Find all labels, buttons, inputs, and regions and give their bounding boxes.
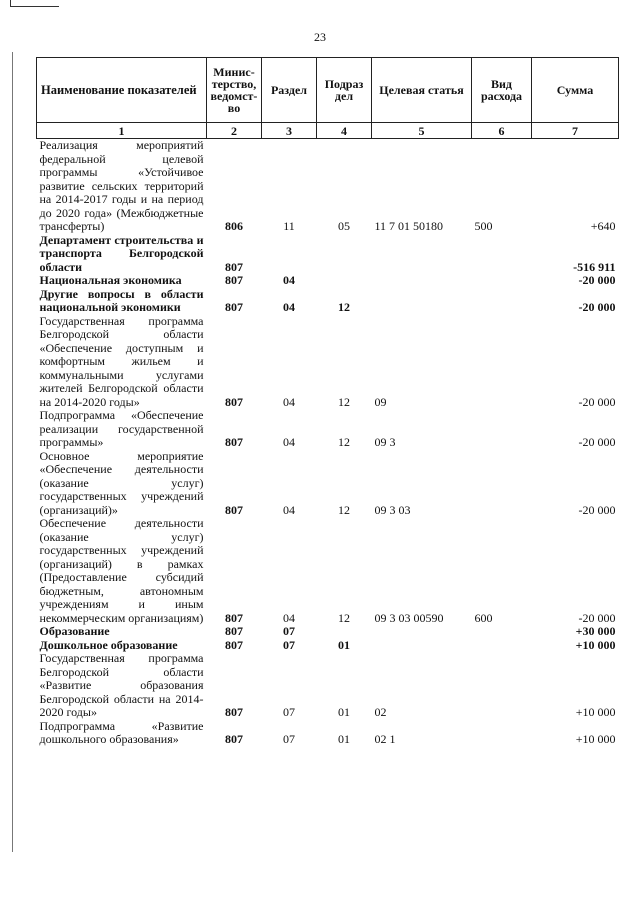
table-row	[37, 274, 619, 288]
row-target-article: 09 3	[374, 435, 396, 449]
row-sum: +30 000	[575, 624, 616, 638]
row-ministry: 807	[225, 732, 243, 746]
header-section: Раздел	[262, 58, 317, 123]
budget-table	[36, 57, 619, 747]
row-subsection: 05	[338, 219, 350, 233]
row-subsection: 12	[338, 610, 350, 625]
row-expense-type: 500	[474, 219, 493, 233]
row-subsection: 01	[338, 637, 350, 652]
row-expense-type	[472, 450, 532, 518]
row-expense-type	[472, 315, 532, 410]
row-sum: -20 000	[578, 502, 616, 517]
row-ministry: 807	[225, 624, 243, 638]
column-number: 2	[207, 123, 262, 139]
row-sum: -516 911	[573, 259, 616, 274]
row-section: 04	[283, 394, 295, 409]
row-subsection	[317, 625, 372, 639]
row-subsection	[317, 234, 372, 275]
row-target-article: 02	[374, 705, 387, 719]
corner-mark	[10, 0, 59, 7]
row-sum: -20 000	[578, 394, 616, 409]
row-sum: -20 000	[578, 610, 616, 625]
row-section: 11	[283, 219, 295, 233]
row-section: 04	[283, 300, 295, 314]
row-subsection: 01	[338, 732, 350, 746]
column-number: 5	[372, 123, 472, 139]
row-name: Образование	[39, 624, 110, 638]
row-subsection: 12	[338, 435, 350, 449]
row-target-article: 09	[374, 394, 387, 409]
row-section	[262, 234, 317, 275]
row-sum: -20 000	[578, 273, 616, 287]
row-name: Дошкольное образование	[39, 637, 178, 652]
row-section: 07	[283, 732, 295, 746]
row-section: 07	[283, 637, 295, 652]
row-target-article	[372, 625, 472, 639]
table-row	[37, 409, 619, 450]
row-sum: +640	[590, 219, 616, 233]
row-expense-type	[472, 720, 532, 747]
column-number: 1	[37, 123, 207, 139]
row-target-article	[372, 234, 472, 275]
row-expense-type	[472, 652, 532, 720]
page-number: 23	[314, 30, 326, 44]
table-row	[37, 652, 619, 720]
row-expense-type	[472, 625, 532, 639]
row-ministry: 807	[225, 300, 243, 314]
column-number: 4	[317, 123, 372, 139]
table-row	[37, 517, 619, 625]
row-subsection: 12	[338, 394, 350, 409]
column-number: 7	[532, 123, 619, 139]
row-name: Подпрограмма «Обеспечение реализации государственной программы»	[39, 408, 204, 449]
header-sum: Сумма	[532, 58, 619, 123]
row-name: Подпрограмма «Развитие дошкольного образования»	[39, 718, 204, 746]
row-expense-type	[472, 274, 532, 288]
row-subsection	[317, 274, 372, 288]
column-number-row	[37, 123, 619, 139]
row-section: 07	[283, 705, 295, 719]
row-section: 04	[283, 502, 295, 517]
header-subsection: Подраз дел	[317, 58, 372, 123]
row-sum: -20 000	[578, 435, 616, 449]
table-row	[37, 639, 619, 653]
header-row	[37, 58, 619, 123]
header-name: Наименование показателей	[37, 58, 207, 123]
table-row	[37, 234, 619, 275]
row-ministry: 806	[225, 219, 243, 233]
table-row	[37, 288, 619, 315]
row-expense-type: 600	[474, 610, 493, 625]
row-sum: +10 000	[575, 705, 616, 719]
row-target-article	[372, 288, 472, 315]
row-sum: -20 000	[578, 300, 616, 314]
row-expense-type	[472, 409, 532, 450]
row-section: 04	[283, 610, 295, 625]
row-ministry: 807	[225, 705, 243, 719]
row-subsection: 12	[338, 502, 350, 517]
row-name: Реализация мероприятий федеральной целевой программы «Устойчивое развитие сельских территорий на 2014-2017 годы и на период до 2020 года» (Межбюджетные трансферты)	[39, 138, 204, 233]
table-row	[37, 720, 619, 747]
row-target-article: 02 1	[374, 732, 396, 746]
row-name: Государственная программа Белгородской области «Обеспечение доступным и комфортным жильем и коммунальными услугами жителей Белгородской области на 2014-2020 годы»	[39, 313, 204, 409]
row-subsection: 12	[338, 300, 350, 314]
row-ministry: 807	[225, 259, 243, 274]
column-number: 3	[262, 123, 317, 139]
header-target-article: Целевая статья	[372, 58, 472, 123]
row-expense-type	[472, 288, 532, 315]
row-target-article: 09 3 03	[374, 502, 411, 517]
table-row	[37, 625, 619, 639]
row-expense-type	[472, 234, 532, 275]
row-ministry: 807	[225, 394, 243, 409]
table-row	[37, 315, 619, 410]
row-name: Департамент строительства и транспорта Белгородской области	[39, 232, 204, 274]
row-ministry: 807	[225, 435, 243, 449]
row-section: 04	[283, 273, 295, 287]
table-body	[37, 139, 619, 747]
row-ministry: 807	[225, 273, 243, 287]
table-row	[37, 139, 619, 234]
row-name: Государственная программа Белгородской области «Развитие образования Белгородской области на 2014-2020 годы»	[39, 651, 204, 719]
row-sum: +10 000	[575, 732, 616, 746]
row-name: Основное мероприятие «Обеспечение деятельности (оказание услуг) государственных учреждений (организаций)»	[39, 448, 204, 517]
row-name: Национальная экономика	[39, 273, 182, 287]
row-ministry: 807	[225, 637, 243, 652]
row-target-article	[372, 639, 472, 653]
row-target-article	[372, 274, 472, 288]
row-name: Другие вопросы в области национальной экономики	[39, 286, 204, 314]
margin-line	[12, 52, 13, 852]
row-target-article: 09 3 03 00590	[374, 610, 444, 625]
row-sum: +10 000	[575, 637, 616, 652]
header-ministry: Минис-терство, ведомст-во	[207, 58, 262, 123]
column-number: 6	[472, 123, 532, 139]
row-section: 04	[283, 435, 295, 449]
row-ministry: 807	[225, 610, 243, 625]
row-section: 07	[283, 624, 295, 638]
row-subsection: 01	[338, 705, 350, 719]
row-ministry: 807	[225, 502, 243, 517]
row-expense-type	[472, 639, 532, 653]
row-target-article: 11 7 01 50180	[374, 219, 444, 233]
table-row	[37, 450, 619, 518]
row-name: Обеспечение деятельности (оказание услуг) государственных учреждений (организаций) в рамках (Предоставление субсидий бюджетным, автономным учреждениям и иным некоммерческим организациям)	[39, 516, 204, 625]
header-expense-type: Вид расхода	[472, 58, 532, 123]
